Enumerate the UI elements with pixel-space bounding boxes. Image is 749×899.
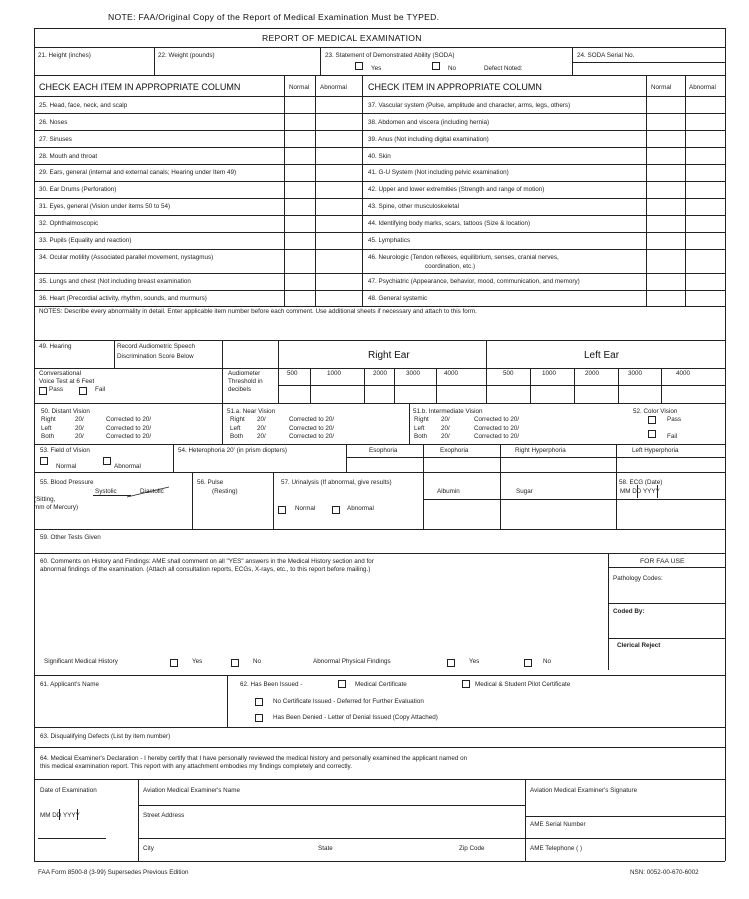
check-header-left: CHECK EACH ITEM IN APPROPRIATE COLUMN: [39, 82, 241, 92]
divider: [34, 198, 725, 199]
systolic-label: Systolic: [95, 488, 117, 495]
divider: [34, 130, 725, 131]
divider: [138, 805, 525, 806]
distant-left-20: 20/: [75, 425, 84, 432]
near-right-20: 20/: [257, 416, 266, 423]
divider: [227, 675, 228, 727]
field-normal-label: Normal: [56, 463, 77, 470]
divider: [346, 457, 725, 458]
item-40: 40. Skin: [368, 153, 391, 160]
urinalysis-label: 57. Urinalysis (If abnormal, give results): [281, 479, 392, 486]
item-37: 37. Vascular system (Pulse, amplitude and character, arms, legs, others): [368, 102, 571, 109]
ecg-label: 58. ECG (Date): [619, 479, 663, 486]
near-left-corrected: Corrected to 20/: [289, 425, 335, 432]
declaration-line1: 64. Medical Examiner's Declaration - I hereby certify that I have personally reviewed the medical history and personally examined the applicant named on: [40, 755, 468, 762]
field-normal-checkbox[interactable]: [40, 457, 48, 465]
divider: [685, 75, 686, 306]
item-26: 26. Noses: [39, 119, 68, 126]
form-title: REPORT OF MEDICAL EXAMINATION: [262, 33, 422, 43]
divider: [273, 472, 274, 529]
divider: [34, 306, 725, 307]
item-25: 25. Head, face, neck, and scalp: [39, 102, 128, 109]
distant-right: Right: [41, 416, 56, 423]
audiometer-line3: decibels: [228, 386, 252, 393]
item-44: 44. Identifying body marks, scars, tattoos (Size & location): [368, 220, 531, 227]
abn-physical-yes-label: Yes: [469, 658, 480, 665]
date-exam-line: [38, 838, 106, 839]
divider: [423, 499, 725, 500]
item-28: 28. Mouth and throat: [39, 153, 98, 160]
date-exam-label: Date of Examination: [40, 787, 97, 794]
student-pilot-label: Medical & Student Pilot Certificate: [475, 681, 571, 688]
item-33: 33. Pupils (Equality and reaction): [39, 237, 132, 244]
divider: [154, 47, 155, 75]
abn-physical-no-checkbox[interactable]: [524, 659, 532, 667]
hearing-label: 49. Hearing: [39, 343, 72, 350]
divider: [138, 838, 725, 839]
intermediate-left-20: 20/: [441, 425, 450, 432]
item-31: 31. Eyes, general (Vision under items 50 to 54): [39, 203, 171, 210]
sig-history-label: Significant Medical History: [44, 658, 118, 665]
student-pilot-checkbox[interactable]: [462, 680, 470, 688]
divider: [608, 567, 725, 568]
distant-left: Left: [41, 425, 52, 432]
divider: [409, 403, 410, 444]
mm-mercury-label: mm of Mercury): [34, 504, 79, 511]
resting-label: (Resting): [212, 488, 238, 495]
state-label: State: [318, 845, 333, 852]
intermediate-both-20: 20/: [441, 433, 450, 440]
divider: [525, 779, 526, 861]
near-both: Both: [230, 433, 243, 440]
abn-physical-yes-checkbox[interactable]: [447, 659, 455, 667]
comments-line1: 60. Comments on History and Findings: AME shall comment on all "YES" answers in the Medical History section and for: [40, 558, 374, 565]
item-30: 30. Ear Drums (Perforation): [39, 186, 117, 193]
divider: [34, 47, 725, 48]
notes-instructions: NOTES: Describe every abnormality in detail. Enter applicable item number before each comment. Use additional sheets if necessary and attach to this form.: [39, 308, 477, 315]
item-35: 35. Lungs and chest (Not including breast examination: [39, 278, 191, 285]
intermediate-both-corrected: Corrected to 20/: [474, 433, 520, 440]
deferred-checkbox[interactable]: [255, 698, 263, 706]
divider: [34, 249, 725, 250]
esophoria-label: Esophoria: [369, 447, 398, 454]
item-39: 39. Anus (Not including digital examination): [368, 136, 489, 143]
zip-label: Zip Code: [459, 845, 485, 852]
divider: [34, 675, 725, 676]
item-41: 41. G-U System (Not including pelvic examination): [368, 169, 509, 176]
divider: [34, 215, 725, 216]
abnormal-column-header: Abnormal: [320, 84, 347, 91]
sitting-label: (Sitting,: [34, 496, 56, 503]
item-27: 27. Sinuses: [39, 136, 72, 143]
divider: [486, 340, 487, 403]
divider: [572, 62, 725, 63]
intermediate-vision-label: 51.b. Intermediate Vision: [413, 408, 483, 415]
divider: [616, 472, 617, 529]
sig-history-yes-checkbox[interactable]: [170, 659, 178, 667]
field-of-vision-label: 53. Field of Vision: [40, 447, 90, 454]
divider: [646, 75, 647, 306]
medical-certificate-label: Medical Certificate: [355, 681, 407, 688]
right-2000: 2000: [373, 370, 388, 377]
conversational-line2: Voice Test at 6 Feet: [39, 378, 95, 385]
sig-history-no-checkbox[interactable]: [231, 659, 239, 667]
intermediate-left-corrected: Corrected to 20/: [474, 425, 520, 432]
right-ear-label: Right Ear: [368, 350, 410, 361]
divider: [616, 444, 617, 472]
bp-slash: [125, 485, 173, 499]
divider: [77, 809, 78, 820]
left-3000: 3000: [628, 370, 643, 377]
divider: [572, 47, 573, 75]
sig-history-yes-label: Yes: [192, 658, 203, 665]
divider: [34, 747, 725, 748]
nsn-number: NSN: 0052-00-670-6002: [630, 869, 699, 876]
abn-physical-no-label: No: [543, 658, 552, 665]
typed-note: NOTE: FAA/Original Copy of the Report of Medical Examination Must be TYPED.: [108, 12, 440, 22]
divider: [346, 444, 347, 472]
divider: [192, 472, 193, 529]
soda-yes-checkbox[interactable]: [355, 62, 363, 70]
exophoria-label: Exophoria: [440, 447, 469, 454]
heterophoria-label: 54. Heterophoria 20' (in prism diopters): [178, 447, 287, 454]
form-right-border: [725, 28, 726, 861]
voice-fail-checkbox[interactable]: [79, 387, 87, 395]
audiometer-line1: Audiometer: [228, 370, 261, 377]
right-hyperphoria-label: Right Hyperphoria: [515, 447, 566, 454]
divider: [500, 444, 501, 472]
urinalysis-normal-label: Normal: [295, 505, 316, 512]
ame-signature-label: Aviation Medical Examiner's Signature: [530, 787, 638, 794]
color-fail-checkbox[interactable]: [648, 430, 656, 438]
distant-both-corrected: Corrected to 20/: [106, 433, 152, 440]
divider: [138, 779, 139, 861]
divider: [222, 403, 223, 444]
abn-physical-label: Abnormal Physical Findings: [313, 658, 391, 665]
divider: [34, 861, 725, 862]
distant-both: Both: [41, 433, 54, 440]
date-exam-format: MM DD YYYY: [40, 812, 80, 819]
divider: [34, 444, 725, 445]
divider: [34, 147, 725, 148]
divider: [320, 47, 321, 75]
near-both-corrected: Corrected to 20/: [289, 433, 335, 440]
divider: [278, 340, 279, 403]
normal-column-header-right: Normal: [651, 84, 672, 91]
divider: [34, 75, 725, 76]
divider: [34, 340, 725, 341]
divider: [637, 485, 638, 498]
intermediate-right-corrected: Corrected to 20/: [474, 416, 520, 423]
divider: [525, 816, 725, 817]
urinalysis-abnormal-checkbox[interactable]: [332, 506, 340, 514]
has-been-issued-label: 62. Has Been Issued -: [240, 681, 303, 688]
ame-telephone-label: AME Telephone ( ): [530, 845, 583, 852]
item-45: 45. Lymphatics: [368, 237, 411, 244]
item-43: 43. Spine, other musculoskeletal: [368, 203, 460, 210]
divider: [34, 368, 725, 369]
soda-no-checkbox[interactable]: [432, 62, 440, 70]
divider: [34, 727, 725, 728]
divider: [284, 75, 285, 306]
voice-pass-label: Pass: [49, 386, 63, 393]
divider: [278, 385, 725, 386]
ame-name-label: Aviation Medical Examiner's Name: [143, 787, 240, 794]
albumin-label: Albumin: [437, 488, 460, 495]
divider: [59, 809, 60, 820]
urinalysis-abnormal-label: Abnormal: [347, 505, 374, 512]
soda-no-label: No: [448, 65, 457, 72]
declaration-line2: this medical examination report. This report with any attachment embodies my findings completely and correctly.: [40, 763, 352, 770]
intermediate-right-20: 20/: [441, 416, 450, 423]
item-34: 34. Ocular motility (Associated parallel movement, nystagmus): [39, 254, 214, 261]
color-vision-label: 52. Color Vision: [633, 408, 678, 415]
left-1000: 1000: [542, 370, 557, 377]
divider: [315, 75, 316, 306]
soda-label: 23. Statement of Demonstrated Ability (SODA): [325, 52, 455, 59]
near-vision-label: 51.a. Near Vision: [227, 408, 276, 415]
faa-use-label: FOR FAA USE: [640, 558, 685, 565]
soda-serial-label: 24. SODA Serial No.: [577, 52, 635, 59]
height-label: 21. Height (inches): [38, 52, 91, 59]
ecg-date-format: MM DD YYYY: [620, 488, 660, 495]
left-4000: 4000: [676, 370, 691, 377]
denied-label: Has Been Denied - Letter of Denial Issued (Copy Attached): [273, 714, 438, 721]
field-abnormal-label: Abnormal: [114, 463, 141, 470]
divider: [657, 485, 658, 498]
item-46-line2: coordination, etc.): [425, 263, 476, 270]
record-speech-line2: Discrimination Score Below: [117, 353, 194, 360]
divider: [34, 273, 725, 274]
item-48: 48. General systemic: [368, 295, 428, 302]
divider: [608, 553, 609, 670]
right-1000: 1000: [327, 370, 342, 377]
ame-serial-label: AME Serial Number: [530, 821, 586, 828]
divider: [222, 340, 223, 368]
item-38: 38. Abdomen and viscera (including hernia): [368, 119, 490, 126]
divider: [34, 113, 725, 114]
intermediate-left: Left: [414, 425, 425, 432]
blood-pressure-label: 55. Blood Pressure: [40, 479, 94, 486]
divider: [34, 403, 725, 404]
left-hyperphoria-label: Left Hyperphoria: [632, 447, 679, 454]
divider: [222, 368, 223, 403]
diastolic-label: Diastolic: [140, 488, 164, 495]
near-right-corrected: Corrected to 20/: [289, 416, 335, 423]
left-ear-label: Left Ear: [584, 350, 620, 361]
right-3000: 3000: [406, 370, 421, 377]
pathology-codes-label: Pathology Codes:: [613, 575, 663, 582]
check-header-right: CHECK ITEM IN APPROPRIATE COLUMN: [368, 82, 542, 92]
pulse-label: 56. Pulse: [197, 479, 224, 486]
weight-label: 22. Weight (pounds): [158, 52, 215, 59]
distant-right-20: 20/: [75, 416, 84, 423]
divider: [34, 28, 725, 29]
item-32: 32. Ophthalmoscopic: [39, 220, 99, 227]
urinalysis-normal-checkbox[interactable]: [278, 506, 286, 514]
divider: [173, 444, 174, 472]
divider: [34, 290, 725, 291]
left-2000: 2000: [585, 370, 600, 377]
field-abnormal-checkbox[interactable]: [103, 457, 111, 465]
audiometer-line2: Threshold in: [228, 378, 263, 385]
item-47: 47. Psychiatric (Appearance, behavior, mood, communication, and memory): [368, 278, 580, 285]
voice-pass-checkbox[interactable]: [39, 387, 47, 395]
abnormal-column-header-right: Abnormal: [689, 84, 716, 91]
near-left: Left: [230, 425, 241, 432]
item-29: 29. Ears, general (internal and external canals; Hearing under Item 49): [39, 169, 237, 176]
item-42: 42. Upper and lower extremities (Strength and range of motion): [368, 186, 545, 193]
item-36: 36. Heart (Precordial activity, rhythm, sounds, and murmurs): [39, 295, 207, 302]
sig-history-no-label: No: [253, 658, 262, 665]
divider: [608, 638, 725, 639]
conversational-line1: Conversational: [39, 370, 82, 377]
distant-vision-label: 50. Distant Vision: [41, 408, 90, 415]
right-500: 500: [287, 370, 298, 377]
left-500: 500: [503, 370, 514, 377]
applicant-name-label: 61. Applicant's Name: [40, 681, 99, 688]
divider: [34, 164, 725, 165]
soda-yes-label: Yes: [371, 65, 382, 72]
near-left-20: 20/: [257, 425, 266, 432]
medical-certificate-checkbox[interactable]: [338, 680, 346, 688]
divider: [362, 75, 363, 306]
record-speech-line1: Record Audiometric Speech: [117, 343, 196, 350]
deferred-label: No Certificate Issued - Deferred for Further Evaluation: [273, 698, 424, 705]
divider: [34, 181, 725, 182]
near-both-20: 20/: [257, 433, 266, 440]
defect-noted-label: Defect Noted:: [484, 65, 523, 72]
divider: [608, 603, 725, 604]
normal-column-header: Normal: [289, 84, 310, 91]
divider: [34, 553, 725, 554]
divider: [423, 472, 424, 529]
divider: [34, 232, 725, 233]
color-pass-label: Pass: [667, 416, 681, 423]
coded-by-label: Coded By:: [613, 608, 645, 615]
denied-checkbox[interactable]: [255, 714, 263, 722]
voice-fail-label: Fail: [95, 386, 106, 393]
divider: [114, 340, 115, 368]
disqualifying-label: 63. Disqualifying Defects (List by item number): [40, 733, 171, 740]
divider: [500, 472, 501, 529]
near-right: Right: [230, 416, 245, 423]
divider: [423, 444, 424, 472]
distant-right-corrected: Corrected to 20/: [106, 416, 152, 423]
divider: [34, 472, 725, 473]
other-tests-label: 59. Other Tests Given: [40, 534, 101, 541]
color-fail-label: Fail: [667, 433, 678, 440]
sugar-label: Sugar: [516, 488, 533, 495]
distant-left-corrected: Corrected to 20/: [106, 425, 152, 432]
intermediate-both: Both: [414, 433, 427, 440]
right-4000: 4000: [444, 370, 459, 377]
distant-both-20: 20/: [75, 433, 84, 440]
item-46: 46. Neurologic (Tendon reflexes, equilibrium, senses, cranial nerves,: [368, 254, 559, 261]
comments-line2: abnormal findings of the examination. (Attach all consultation reports, ECGs, X-rays, etc., to this report before mailing.): [40, 566, 371, 573]
city-label: City: [143, 845, 154, 852]
color-pass-checkbox[interactable]: [648, 416, 656, 424]
divider: [34, 529, 725, 530]
intermediate-right: Right: [414, 416, 429, 423]
divider: [34, 96, 725, 97]
clerical-reject-label: Clerical Reject: [617, 642, 661, 649]
street-address-label: Street Address: [143, 812, 185, 819]
form-number: FAA Form 8500-8 (3-99) Supersedes Previous Edition: [38, 869, 189, 876]
